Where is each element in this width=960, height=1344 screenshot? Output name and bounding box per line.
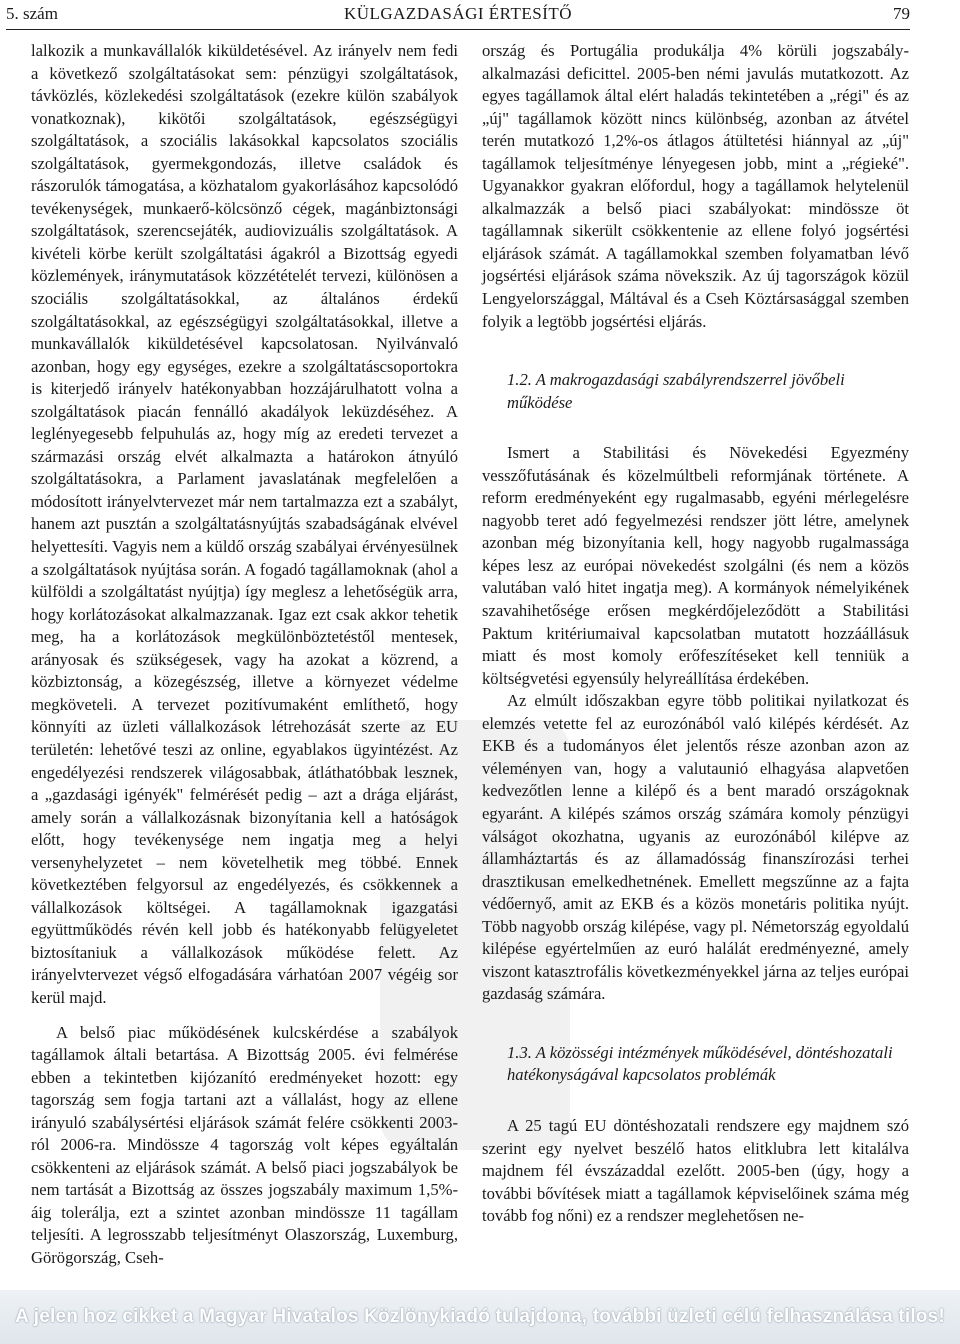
journal-title: KÜLGAZDASÁGI ÉRTESÍTŐ: [343, 4, 573, 23]
body-paragraph: Az elmúlt időszakban egyre több politikai nyilatkozat és elemzés vetette fel az eurozónából való kilépés kérdését. Az EKB és a tudományos élet jelentős része azonban azon az véleményen van, hogy a valutaunió elhagyása alapvetően kedvezőtlen lenne a kilépő és a bent maradó országoknak egyaránt. A kilépés számos ország számára komoly pénzügyi válságot okozhatna, ugyanis az eurozónából kilépve az államháztartás és az államadósság finanszírozási terhei drasztikusan emelkedhetnének. Emellett megszűnne az a fajta védőernyő, amit az EKB és a közös monetáris politika nyújt. Több nagyobb ország kilépése, vagy pl. Németország egyoldalú kilépése egyértelműen az euró halálát eredményezné, amely viszont katasztrofális következményekkel járna az teljes európai gazdaság számára.: [482, 691, 909, 1004]
running-header: [6, 3, 910, 30]
body-paragraph: Ismert a Stabilitási és Növekedési Egyezmény vesszőfutásának és közelmúltbeli reformjának története. A reform eredményeként egy rugalmasabb, egyéni mérlegelésre nagyobb teret adó fegyelmezési rendszer jött létre, amelynek azonban még bizonyítania kell, hogy nagyobb rugalmassága képes lesz az európai növekedést szolgálni (és nem a közös valutában való hitet ingatja meg). A kormányok némelyikének szavahihetősége erősen megkérdőjeleződött a Stabilitási Paktum kritériumaival kapcsolatban mutatott hozzáállásuk miatt és most komoly erőfeszítéseket kell tenniük a költségvetési egyensúly helyreállítása érdekében.: [482, 443, 909, 688]
body-paragraph: ország és Portugália produkálja 4% körüli jogszabály-alkalmazási deficittel. 2005-ben némi javulás mutatkozott. Az egyes tagállamok által elért haladás tekintetében a „régi" és az „új" tagállamok között nincs különbség, azonban az átvétel terén mutatkozó 1,2%-os átlagos átültetési hiánnyal az „új" tagállamok teljesítménye lényegesen jobb, mint a „régieké". Ugyanakkor gyakran előfordul, hogy a tagállamok helytelenül alkalmazzák a belső piaci szabályokat: mindössze öt tagállamnak sikerült csökkentenie az ellene folyó jogsértési eljárások számát. A tagállamokkal szemben folyamatban lévő jogsértési eljárások száma növekszik. Az új tagországok közül Lengyelországgal, Máltával és a Cseh Köztársasággal szemben folyik a legtöbb jogsértési eljárás.: [482, 41, 909, 331]
issue-number: 5. szám: [6, 4, 58, 23]
body-paragraph: A belső piac működésének kulcskérdése a szabályok tagállamok általi betartása. A Bizottság 2005. évi felmérése ebben a tekintetben kijózanító eredményeket hozott: egy tagország sem fogja tartani azt a vállalást, hogy az ellene irányuló szabálysértési eljárások számát felére csökkenti 2003-ról 2006-ra. Mindössze 4 tagország volt képes egyáltalán csökkenteni az eljárások számát. A belső piaci jogszabályok be nem tartását a Bizottság az összes jogszabály maximum 1,5%-áig tolerálja, ezt a szintet azonban mindössze 11 tagállam teljesíti. A legrosszabb teljesítményt Olaszország, Luxemburg, Görögország, Cseh-: [31, 1022, 458, 1267]
section-heading: 1.3. A közösségi intézmények működésével, döntéshozatali hatékonyságával kapcsolatos problémák: [507, 1042, 893, 1085]
page-number: 79: [893, 4, 910, 23]
copyright-watermark: A jelen hoz cikket a Magyar Hivatalos Közlönykiadó tulajdona, további üzleti célú felhasználása tilos!: [0, 1290, 960, 1344]
body-paragraph: lalkozik a munkavállalók kiküldetésével. Az irányelv nem fedi a következő szolgáltatásokat sem: pénzügyi szolgáltatások, távközlés, közlekedési szolgáltatások (ezekre külön szabályok vonatkoznak), kikötői szolgáltatások, egészségügyi szolgáltatások, a szociális lakásokkal kapcsolatos szociális szolgáltatások, gyermekgondozás, illetve családok és rászorulók támogatása, a közhatalom gyakorlásához kapcsolódó tevékenységek, munkaerő-kölcsönző cégek, magánbiztonsági szolgáltatások, szerencsejáték, audiovizuális szolgáltatások. A kivételi körbe került szolgáltatási ágakról a Bizottság egyedi közlemények, iránymutatások közzétételét tervezi, különösen a szociális szolgáltatásokkal, az általános érdekű szolgáltatásokkal, az egészségügyi szolgáltatásokkal, illetve a munkavállalók kiküldetésével kapcsolatosan. Nyilvánvaló azonban, hogy egy egységes, ezekre a szolgáltatáscsoportokra is kiterjedő irányelv hatékonyabban hozzájárulhatott volna a szolgáltatások piacán fennálló akadályok leküzdéséhez. A leglényegesebb felpuhulás az, hogy míg az eredeti tervezet a származási ország elvét alkalmazta a határokon átnyúló szolgáltatásokra, a Parlament javaslatának megfelelően a módosított irányelvtervezet már nem tartalmazza ezt a szabályt, hanem azt pusztán a szolgáltatásnyújtás szabadságának elvével helyettesíti. Vagyis nem a küldő ország szabályai érvényesülnek a szolgáltatások nyújtása során. A fogadó tagállamoknak (ahol a külföldi a szolgáltatást nyújtja) így meglesz a lehetőségük arra, hogy korlátozásokat alkalmazzanak. Igaz ezt csak akkor tehetik meg, ha a korlátozások megkülönböztetéstől mentesek, arányosak és szükségesek, vagy ha azokat a közrend, a közbiztonság, a közegészség, illetve a környezet védelme megköveteli. A tervezet pozitívumaként említhető, hogy könnyíti az üzleti vállalkozások létrehozását szerte az EU területén: lehetővé teszi az online, egyablakos ügyintézést. Az engedélyezési rendszerek világosabbak, átláthatóbbak lesznek, a „gazdasági igényék" felmérését pedig – azt a drága eljárást, amely során a vállalkozásnak bizonyítania kell a hatóságok előtt, hogy tevékenysége nem ingatja meg a helyi versenyhelyzetet – nem követelhetik meg többé. Ennek következtében felgyorsul az engedélyezés, és csökkennek a vállalkozások költségei. A tagállamoknak igazgatási együttműködés révén kell jobb és hatékonyabb felügyeletet biztosítaniuk a vállalkozások működése felett. Az irányelvtervezet végső elfogadására várhatóan 2007 végéig sor kerül majd.: [31, 41, 458, 1007]
left-column: [31, 40, 458, 1270]
right-column: [482, 40, 909, 1228]
body-paragraph: A 25 tagú EU döntéshozatali rendszere egy majdnem szó szerint egy nyelvet beszélő hatos elitklubra lett kitalálva majdnem fél évszázaddal ezelőtt. 2005-ben (úgy, hogy a további bővítések miatt a tagállamok képviselőinek száma még tovább fog nőni) ez a rendszer meglehetősen ne-: [482, 1115, 909, 1226]
section-heading: 1.2. A makrogazdasági szabályrendszerrel jövőbeli működése: [507, 370, 845, 412]
